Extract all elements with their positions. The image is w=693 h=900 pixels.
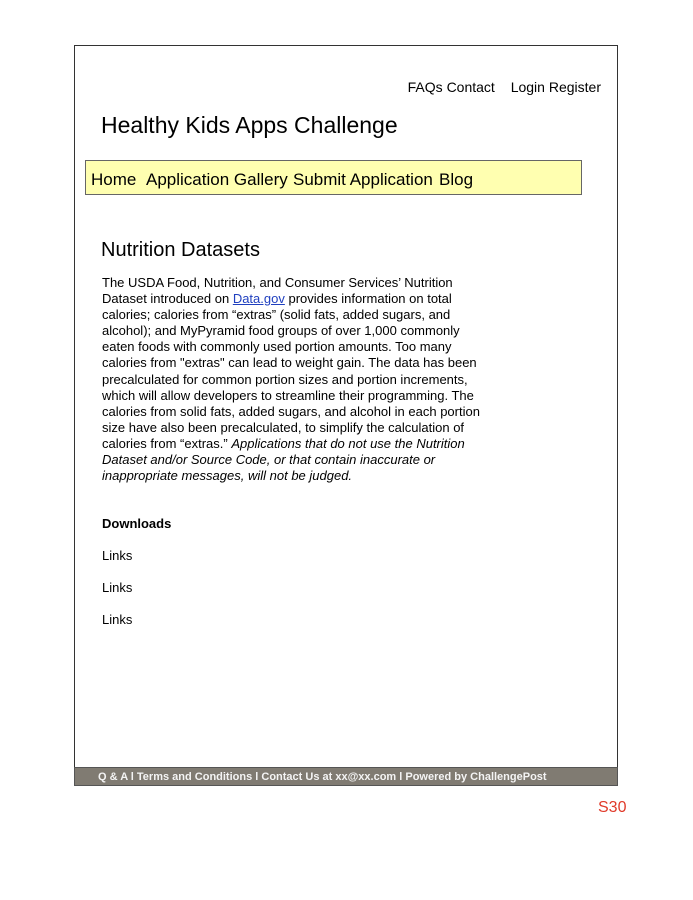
downloads-heading: Downloads [102, 516, 172, 531]
footer-text: Q & A l Terms and Conditions l Contact Us at xx@xx.com l Powered by ChallengePost [98, 771, 547, 783]
top-links [408, 79, 601, 95]
nav-blog[interactable]: Blog [439, 170, 474, 189]
nav-submit-application[interactable]: Submit Application [293, 170, 433, 189]
download-link-2[interactable]: Links [102, 580, 133, 595]
footer-bar [74, 767, 618, 786]
register-link[interactable]: Register [548, 79, 601, 95]
section-title: Nutrition Datasets [101, 239, 260, 261]
nav-home[interactable]: Home [91, 170, 137, 189]
nav-application-gallery[interactable]: Application Gallery [146, 170, 288, 189]
download-link-3[interactable]: Links [102, 612, 133, 627]
download-link-1[interactable]: Links [102, 548, 133, 563]
login-link[interactable]: Login [510, 79, 545, 95]
page-frame [74, 45, 618, 785]
faqs-link[interactable]: FAQs [407, 79, 443, 95]
description-disclaimer: Applications that do not use the Nutrition Dataset and/or Source Code, or that contain inaccurate or inappropriate messages, will not be judged. [102, 435, 465, 484]
main-nav [85, 160, 582, 195]
data-gov-link[interactable]: Data.gov [232, 291, 285, 307]
dataset-description [102, 275, 487, 484]
contact-link[interactable]: Contact [446, 79, 495, 95]
site-title: Healthy Kids Apps Challenge [101, 112, 398, 138]
description-text-2: provides information on total calories; calories from “extras” (solid fats, added sugars, and alcohol); and MyPyramid food groups of over 1,000 commonly eaten foods with commonly used portion amounts. Too many calories from "extras" can lead to weight gain. The data has been precalculated for common portion sizes and portion increments, which will allow developers to streamline their programming. The calories from solid fats, added sugars, and alcohol in each portion size have also been precalculated, to simplify the calculation of calories from “extras.” [102, 291, 480, 451]
page-code-label: S30 [598, 799, 627, 816]
description-text-1: The USDA Food, Nutrition, and Consumer Services’ Nutrition Dataset introduced on [102, 275, 453, 307]
